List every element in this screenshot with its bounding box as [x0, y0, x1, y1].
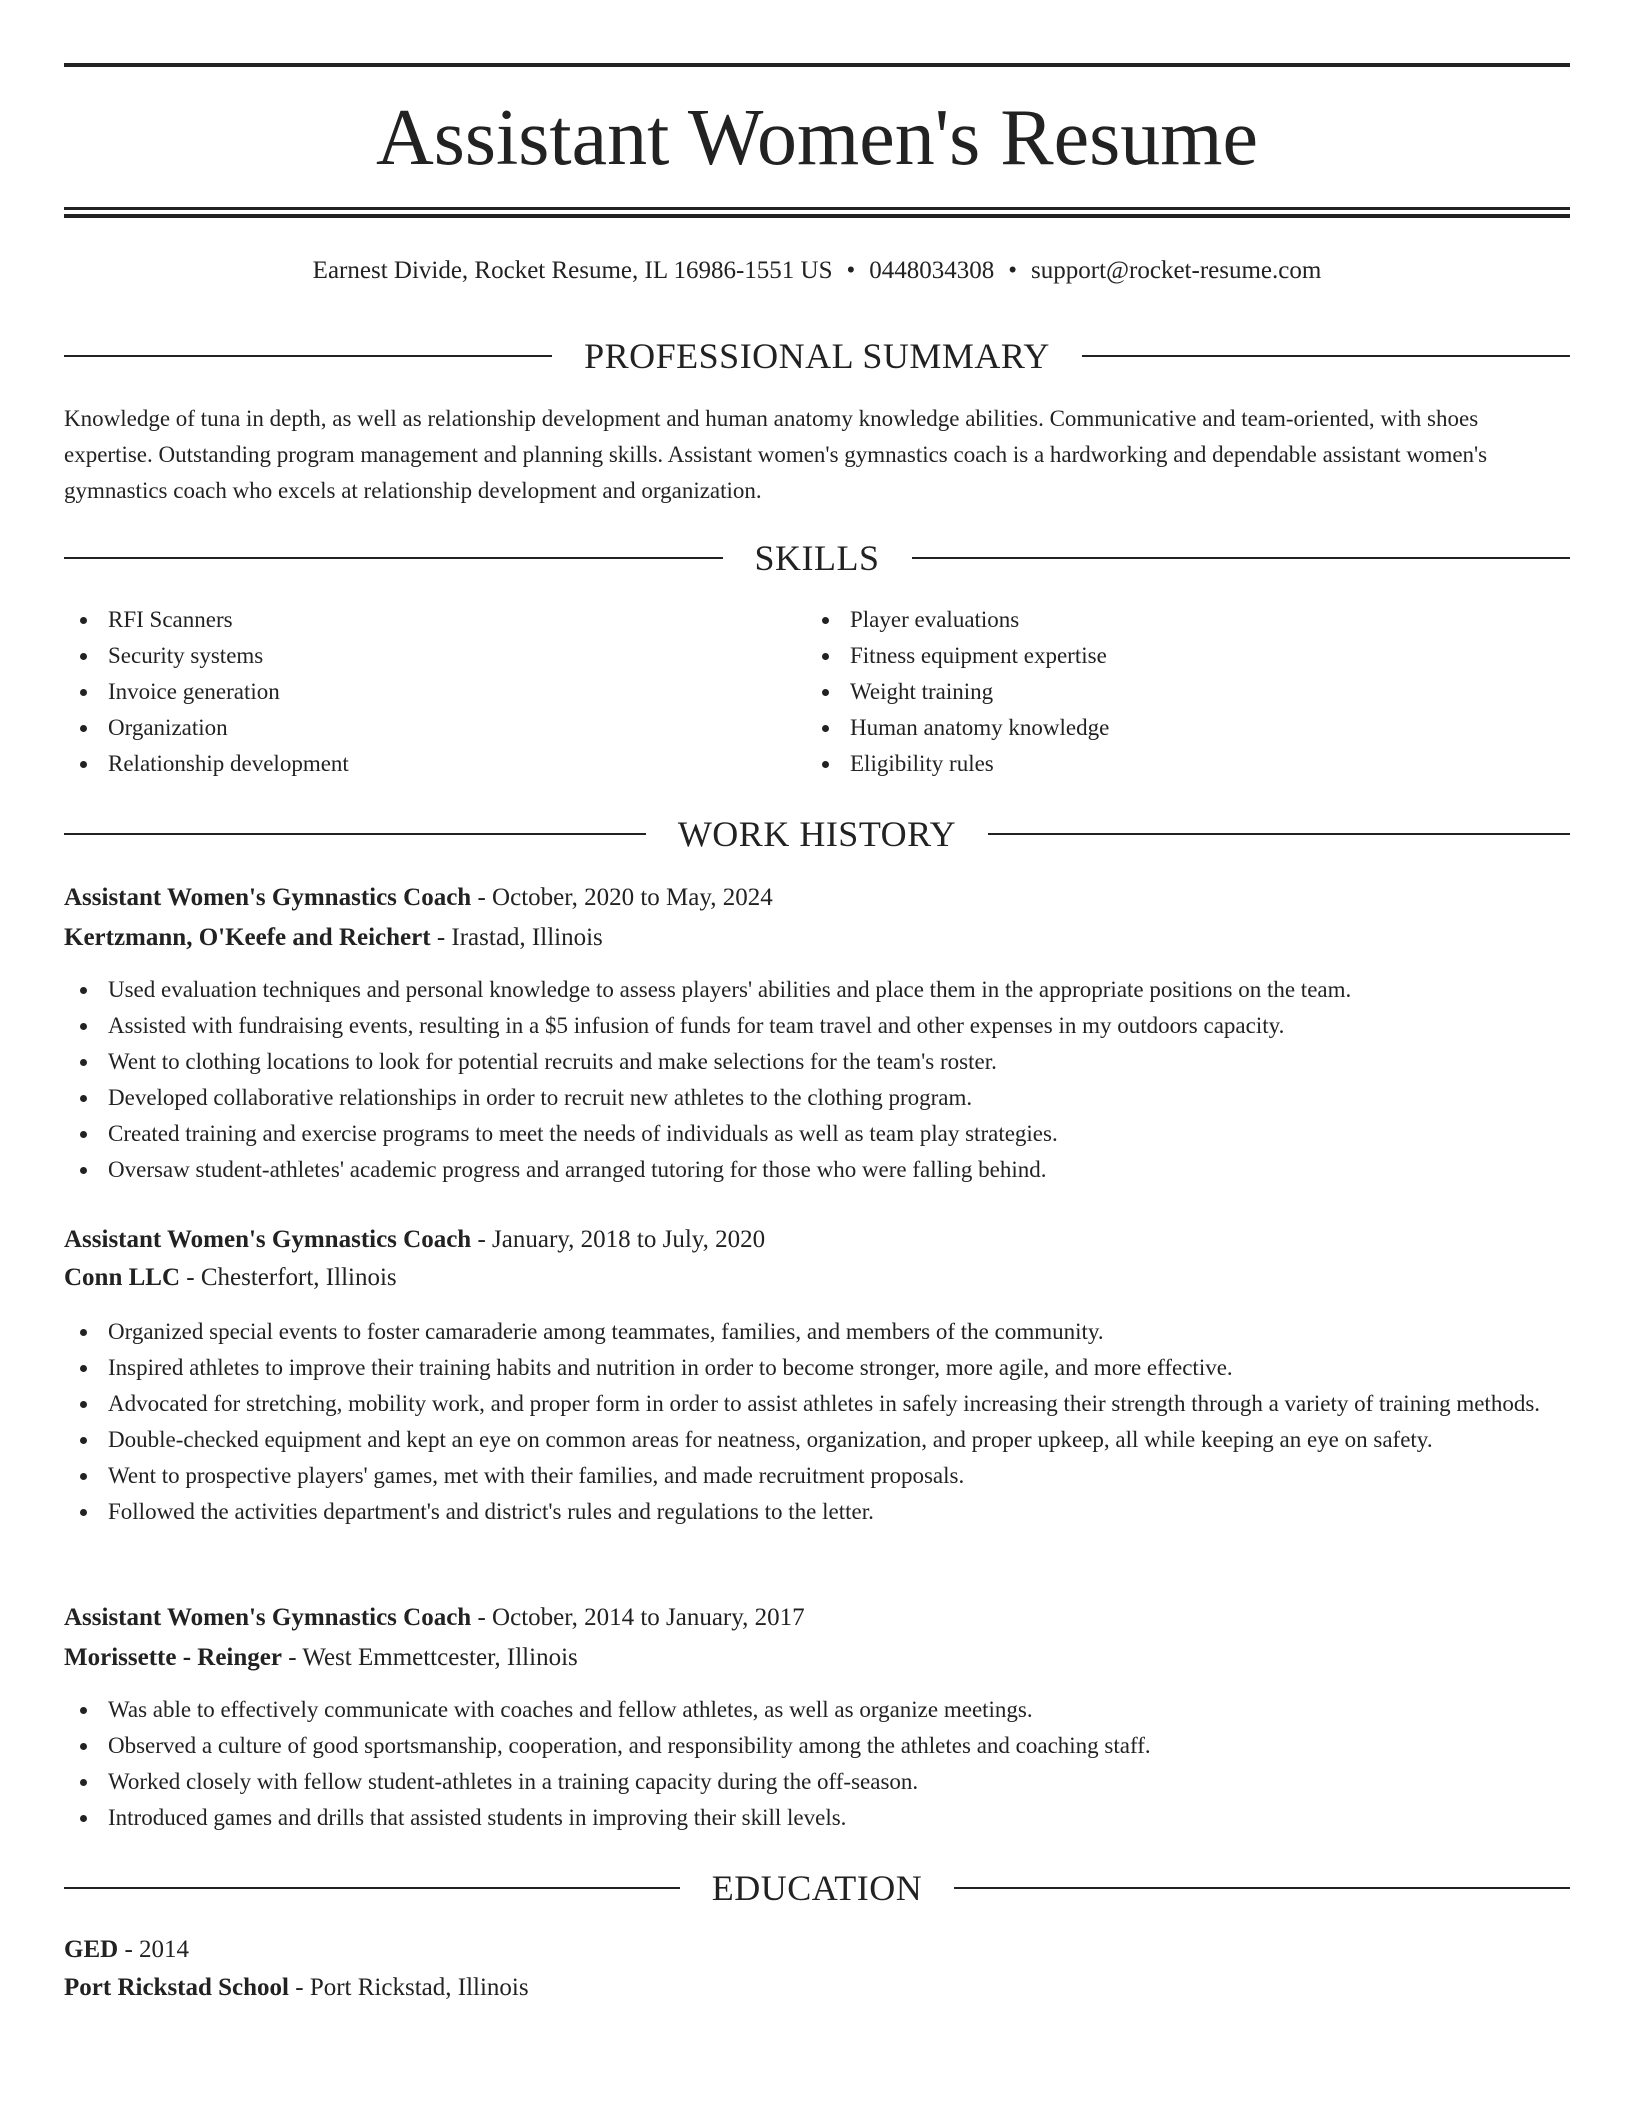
heading-rule	[64, 1887, 680, 1889]
dash: -	[124, 1936, 133, 1963]
job-bullet: Developed collaborative relationships in order to recruit new athletes to the clothing program.	[64, 1080, 1570, 1116]
work-heading-label: WORK HISTORY	[677, 814, 957, 854]
job-bullet: Observed a culture of good sportsmanship, cooperation, and responsibility among the athletes and coaching staff.	[64, 1728, 1570, 1764]
skill-item: Eligibility rules	[806, 746, 1570, 782]
skill-item: Organization	[64, 710, 804, 746]
job-company: Conn LLC	[64, 1264, 181, 1291]
dash: -	[186, 1264, 195, 1291]
job-bullet: Created training and exercise programs to meet the needs of individuals as well as team play strategies.	[64, 1116, 1570, 1152]
dash: -	[288, 1644, 297, 1671]
job-title: Assistant Women's Gymnastics Coach	[64, 1226, 472, 1253]
job-title-line	[64, 1600, 1570, 1636]
skill-item: Player evaluations	[806, 602, 1570, 638]
title-rule-lower	[64, 214, 1570, 218]
heading-rule	[912, 557, 1571, 559]
job-location: Irastad, Illinois	[451, 924, 603, 951]
job-location: West Emmettcester, Illinois	[302, 1644, 578, 1671]
job-bullet: Followed the activities department's and district's rules and regulations to the letter.	[64, 1494, 1570, 1530]
job-bullet: Went to prospective players' games, met with their families, and made recruitment proposals.	[64, 1458, 1570, 1494]
job-company-line	[64, 1260, 1570, 1296]
job-title: Assistant Women's Gymnastics Coach	[64, 1604, 472, 1631]
summary-text: Knowledge of tuna in depth, as well as relationship development and human anatomy knowledge abilities. Communicative and team-oriented, with shoes expertise. Outstanding program management and planning skills. Assistant women's gymnastics coach is a hardworking and dependable assistant women's gymnastics coach who excels at relationship development and organization.	[64, 406, 1488, 503]
education-heading-label: EDUCATION	[711, 1868, 923, 1908]
education-location: Port Rickstad, Illinois	[309, 1974, 529, 2001]
heading-rule	[988, 833, 1570, 835]
job-company-line	[64, 920, 1570, 956]
skill-item: Security systems	[64, 638, 804, 674]
job-title-line	[64, 880, 1570, 916]
dash: -	[477, 1604, 486, 1631]
job-company-line	[64, 1640, 1570, 1676]
job-company: Kertzmann, O'Keefe and Reichert	[64, 924, 431, 951]
summary-heading	[64, 334, 1570, 378]
skill-item: Weight training	[806, 674, 1570, 710]
education-school: Port Rickstad School	[64, 1974, 289, 2001]
education-degree-line	[64, 1932, 1570, 1968]
resume-title: Assistant Women's Resume	[375, 94, 1259, 182]
dash: -	[436, 924, 446, 951]
job-bullets	[64, 1692, 1570, 1836]
heading-rule	[64, 557, 723, 559]
work-heading	[64, 812, 1570, 856]
skill-item: Human anatomy knowledge	[806, 710, 1570, 746]
heading-rule	[1082, 355, 1570, 357]
job-bullet: Was able to effectively communicate with coaches and fellow athletes, as well as organize meetings.	[64, 1692, 1570, 1728]
job-dates: January, 2018 to July, 2020	[492, 1226, 766, 1253]
job-bullets	[64, 1314, 1570, 1530]
heading-rule	[64, 833, 646, 835]
dash: -	[477, 1226, 486, 1253]
skills-list-right	[806, 602, 1570, 782]
job-title: Assistant Women's Gymnastics Coach	[64, 884, 472, 911]
contact-phone: 0448034308	[869, 257, 995, 284]
dash: -	[295, 1974, 304, 2001]
contact-separator: •	[1008, 257, 1018, 284]
job-bullet: Double-checked equipment and kept an eye on common areas for neatness, organization, and proper upkeep, all while keeping an eye on safety.	[64, 1422, 1570, 1458]
summary-heading-label: PROFESSIONAL SUMMARY	[584, 336, 1050, 376]
heading-rule	[954, 1887, 1570, 1889]
heading-rule	[64, 355, 552, 357]
dash: -	[477, 884, 486, 911]
job-bullet: Assisted with fundraising events, resulting in a $5 infusion of funds for team travel and other expenses in my outdoors capacity.	[64, 1008, 1570, 1044]
skill-item: Invoice generation	[64, 674, 804, 710]
job-bullet: Introduced games and drills that assisted students in improving their skill levels.	[64, 1800, 1570, 1836]
contact-line	[64, 254, 1570, 288]
title-rule-upper	[64, 207, 1570, 210]
job-bullet: Oversaw student-athletes' academic progress and arranged tutoring for those who were falling behind.	[64, 1152, 1570, 1188]
top-rule	[64, 63, 1570, 67]
job-dates: October, 2014 to January, 2017	[492, 1604, 805, 1631]
job-dates: October, 2020 to May, 2024	[492, 884, 773, 911]
skill-item: Fitness equipment expertise	[806, 638, 1570, 674]
education-year: 2014	[139, 1936, 190, 1963]
job-title-line	[64, 1222, 1570, 1258]
job-bullets	[64, 972, 1570, 1188]
job-bullet: Inspired athletes to improve their training habits and nutrition in order to become stronger, more agile, and more effective.	[64, 1350, 1570, 1386]
contact-address: Earnest Divide, Rocket Resume, IL 16986-1551 US	[312, 257, 833, 284]
contact-email: support@rocket-resume.com	[1031, 257, 1322, 284]
skills-heading	[64, 536, 1570, 580]
education-degree: GED	[64, 1936, 119, 1963]
job-bullet: Used evaluation techniques and personal knowledge to assess players' abilities and place them in the appropriate positions on the team.	[64, 972, 1570, 1008]
skills-heading-label: SKILLS	[754, 538, 880, 578]
job-bullet: Went to clothing locations to look for potential recruits and make selections for the team's roster.	[64, 1044, 1570, 1080]
contact-separator: •	[846, 257, 856, 284]
job-bullet: Organized special events to foster camaraderie among teammates, families, and members of the community.	[64, 1314, 1570, 1350]
job-location: Chesterfort, Illinois	[200, 1264, 397, 1291]
skill-item: RFI Scanners	[64, 602, 804, 638]
job-company: Morissette - Reinger	[64, 1644, 282, 1671]
education-heading	[64, 1866, 1570, 1910]
job-bullet: Advocated for stretching, mobility work, and proper form in order to assist athletes in safely increasing their strength through a variety of training methods.	[64, 1386, 1570, 1422]
skill-item: Relationship development	[64, 746, 804, 782]
job-bullet: Worked closely with fellow student-athletes in a training capacity during the off-season.	[64, 1764, 1570, 1800]
skills-list-left	[64, 602, 804, 782]
education-school-line	[64, 1970, 1570, 2006]
